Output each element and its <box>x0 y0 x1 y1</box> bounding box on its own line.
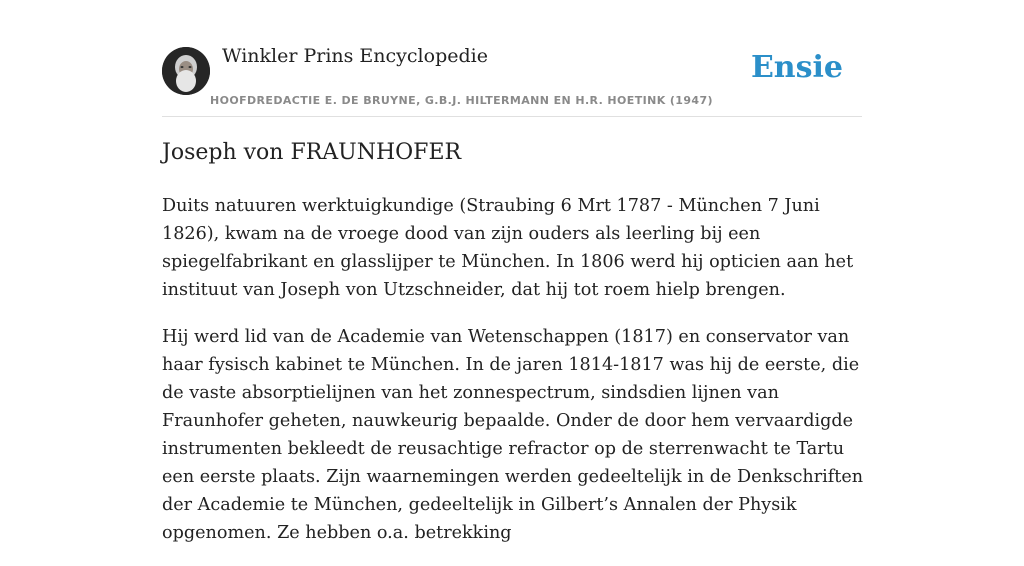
article-paragraph: Hij werd lid van de Academie van Wetenschappen (1817) en conservator van haar fysisch kabinet te München. In de jaren 1814-1817 was hij de eerste, die de vaste absorptielijnen van het zonnespectrum, sindsdien lijnen van Fraunhofer geheten, nauwkeurig bepaalde. Onder de door hem vervaardigde instrumenten bekleedt de reusachtige refractor op de sterrenwacht te Tartu een eerste plaats. Zijn waarnemingen werden gedeeltelijk in de Denkschriften der Academie te München, gedeeltelijk in Gilbert’s Annalen der Physik opgenomen. Ze hebben o.a. betrekking <box>162 327 864 543</box>
site-title[interactable]: Winkler Prins Encyclopedie <box>222 45 488 67</box>
editors-line: HOOFDREDACTIE E. DE BRUYNE, G.B.J. HILTERMANN EN H.R. HOETINK (1947) <box>210 94 713 107</box>
article-paragraph: Duits natuuren werktuigkundige (Straubing 6 Mrt 1787 - München 7 Juni 1826), kwam na de vroege dood van zijn ouders als leerling bij een spiegelfabrikant en glasslijper te München. In 1806 werd hij opticien aan het instituut van Joseph von Utzschneider, dat hij tot roem hielp brengen. <box>162 196 854 300</box>
portrait-image <box>162 47 210 95</box>
ensie-logo[interactable]: Ensie <box>750 50 843 85</box>
article-title: Joseph von FRAUNHOFER <box>162 140 462 165</box>
avatar[interactable] <box>162 47 210 95</box>
page <box>162 0 864 543</box>
site-header <box>162 0 862 117</box>
article-body <box>162 192 867 566</box>
